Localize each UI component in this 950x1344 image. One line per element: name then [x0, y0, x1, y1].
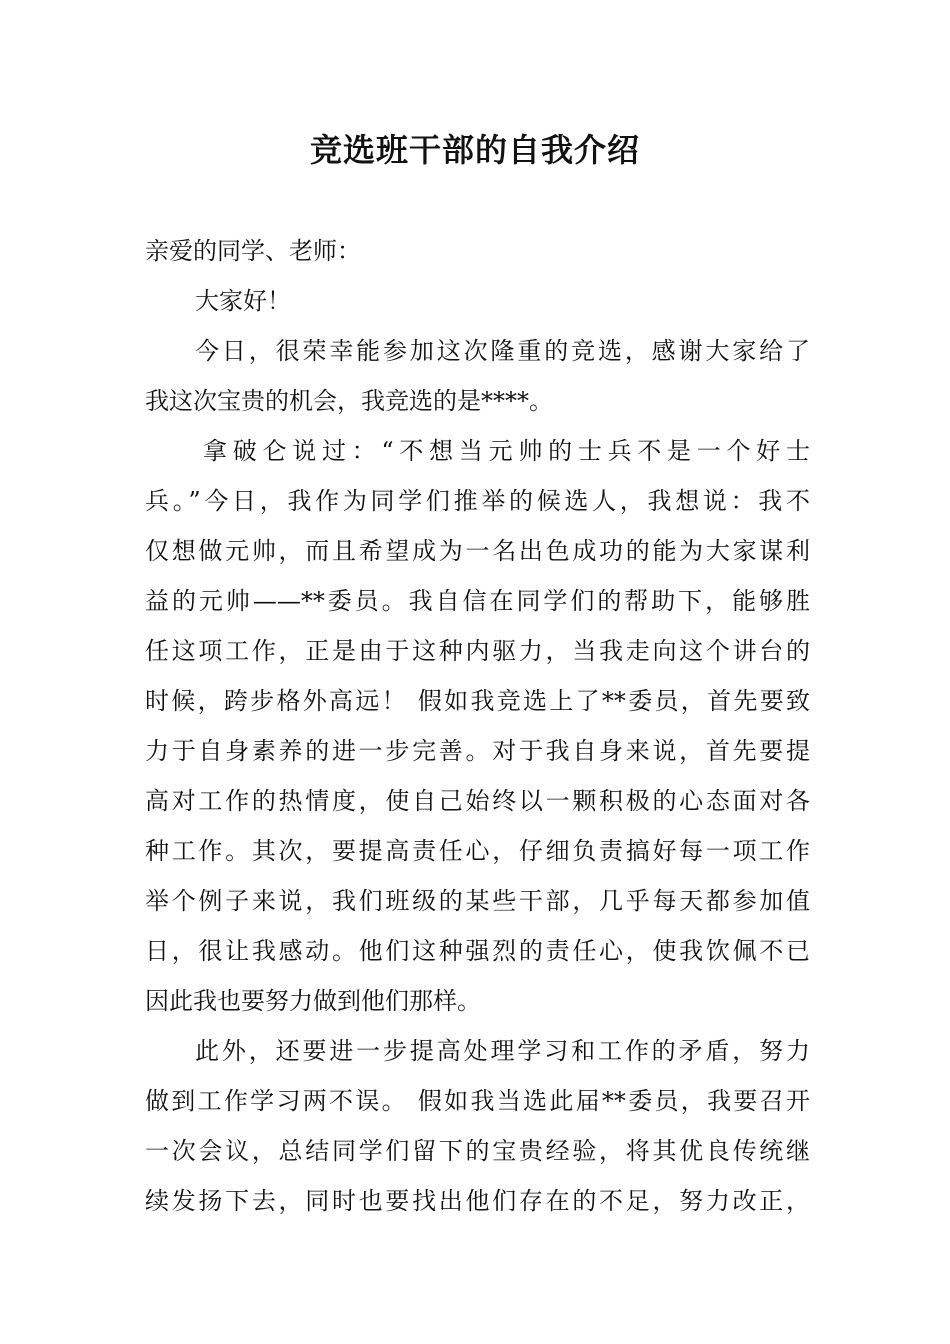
- paragraph-line: 续发扬下去，同时也要找出他们存在的不足，努力改正，: [145, 1187, 810, 1215]
- greeting-line: 大家好！: [195, 287, 291, 315]
- paragraph-line: 益的元帅——**委员。我自信在同学们的帮助下，能够胜: [145, 587, 810, 615]
- paragraph-line: 种工作。其次，要提高责任心，仔细负责搞好每一项工作: [145, 837, 810, 865]
- paragraph-line: 因此我也要努力做到他们那样。: [145, 987, 481, 1015]
- paragraph-line: 任这项工作，正是由于这种内驱力，当我走向这个讲台的: [145, 637, 810, 665]
- paragraph-line: 兵。”今日，我作为同学们推举的候选人，我想说：我不: [145, 487, 810, 515]
- paragraph-line: 高对工作的热情度，使自己始终以一颗积极的心态面对各: [145, 787, 810, 815]
- document-title: 竞选班干部的自我介绍: [309, 131, 640, 169]
- paragraph-line: 日，很让我感动。他们这种强烈的责任心，使我饮佩不已: [145, 937, 810, 965]
- paragraph-line: 此外，还要进一步提高处理学习和工作的矛盾，努力: [195, 1037, 810, 1065]
- paragraph-line: 时候，跨步格外高远！ 假如我竞选上了**委员，首先要致: [145, 687, 810, 715]
- paragraph-line: 做到工作学习两不误。 假如我当选此届**委员，我要召开: [145, 1087, 810, 1115]
- paragraph-line: 我这次宝贵的机会，我竞选的是****。: [145, 387, 553, 415]
- paragraph-line: 今日，很荣幸能参加这次隆重的竞选，感谢大家给了: [195, 337, 810, 365]
- paragraph-line: 仅想做元帅，而且希望成为一名出色成功的能为大家谋利: [145, 537, 810, 565]
- paragraph-line: 力于自身素养的进一步完善。对于我自身来说，首先要提: [145, 737, 810, 765]
- paragraph-line: 拿破仑说过：“不想当元帅的士兵不是一个好士: [203, 437, 810, 465]
- paragraph-line: 一次会议，总结同学们留下的宝贵经验，将其优良传统继: [145, 1137, 810, 1165]
- salutation-line: 亲爱的同学、老师：: [145, 237, 361, 265]
- paragraph-line: 举个例子来说，我们班级的某些干部，几乎每天都参加值: [145, 887, 810, 915]
